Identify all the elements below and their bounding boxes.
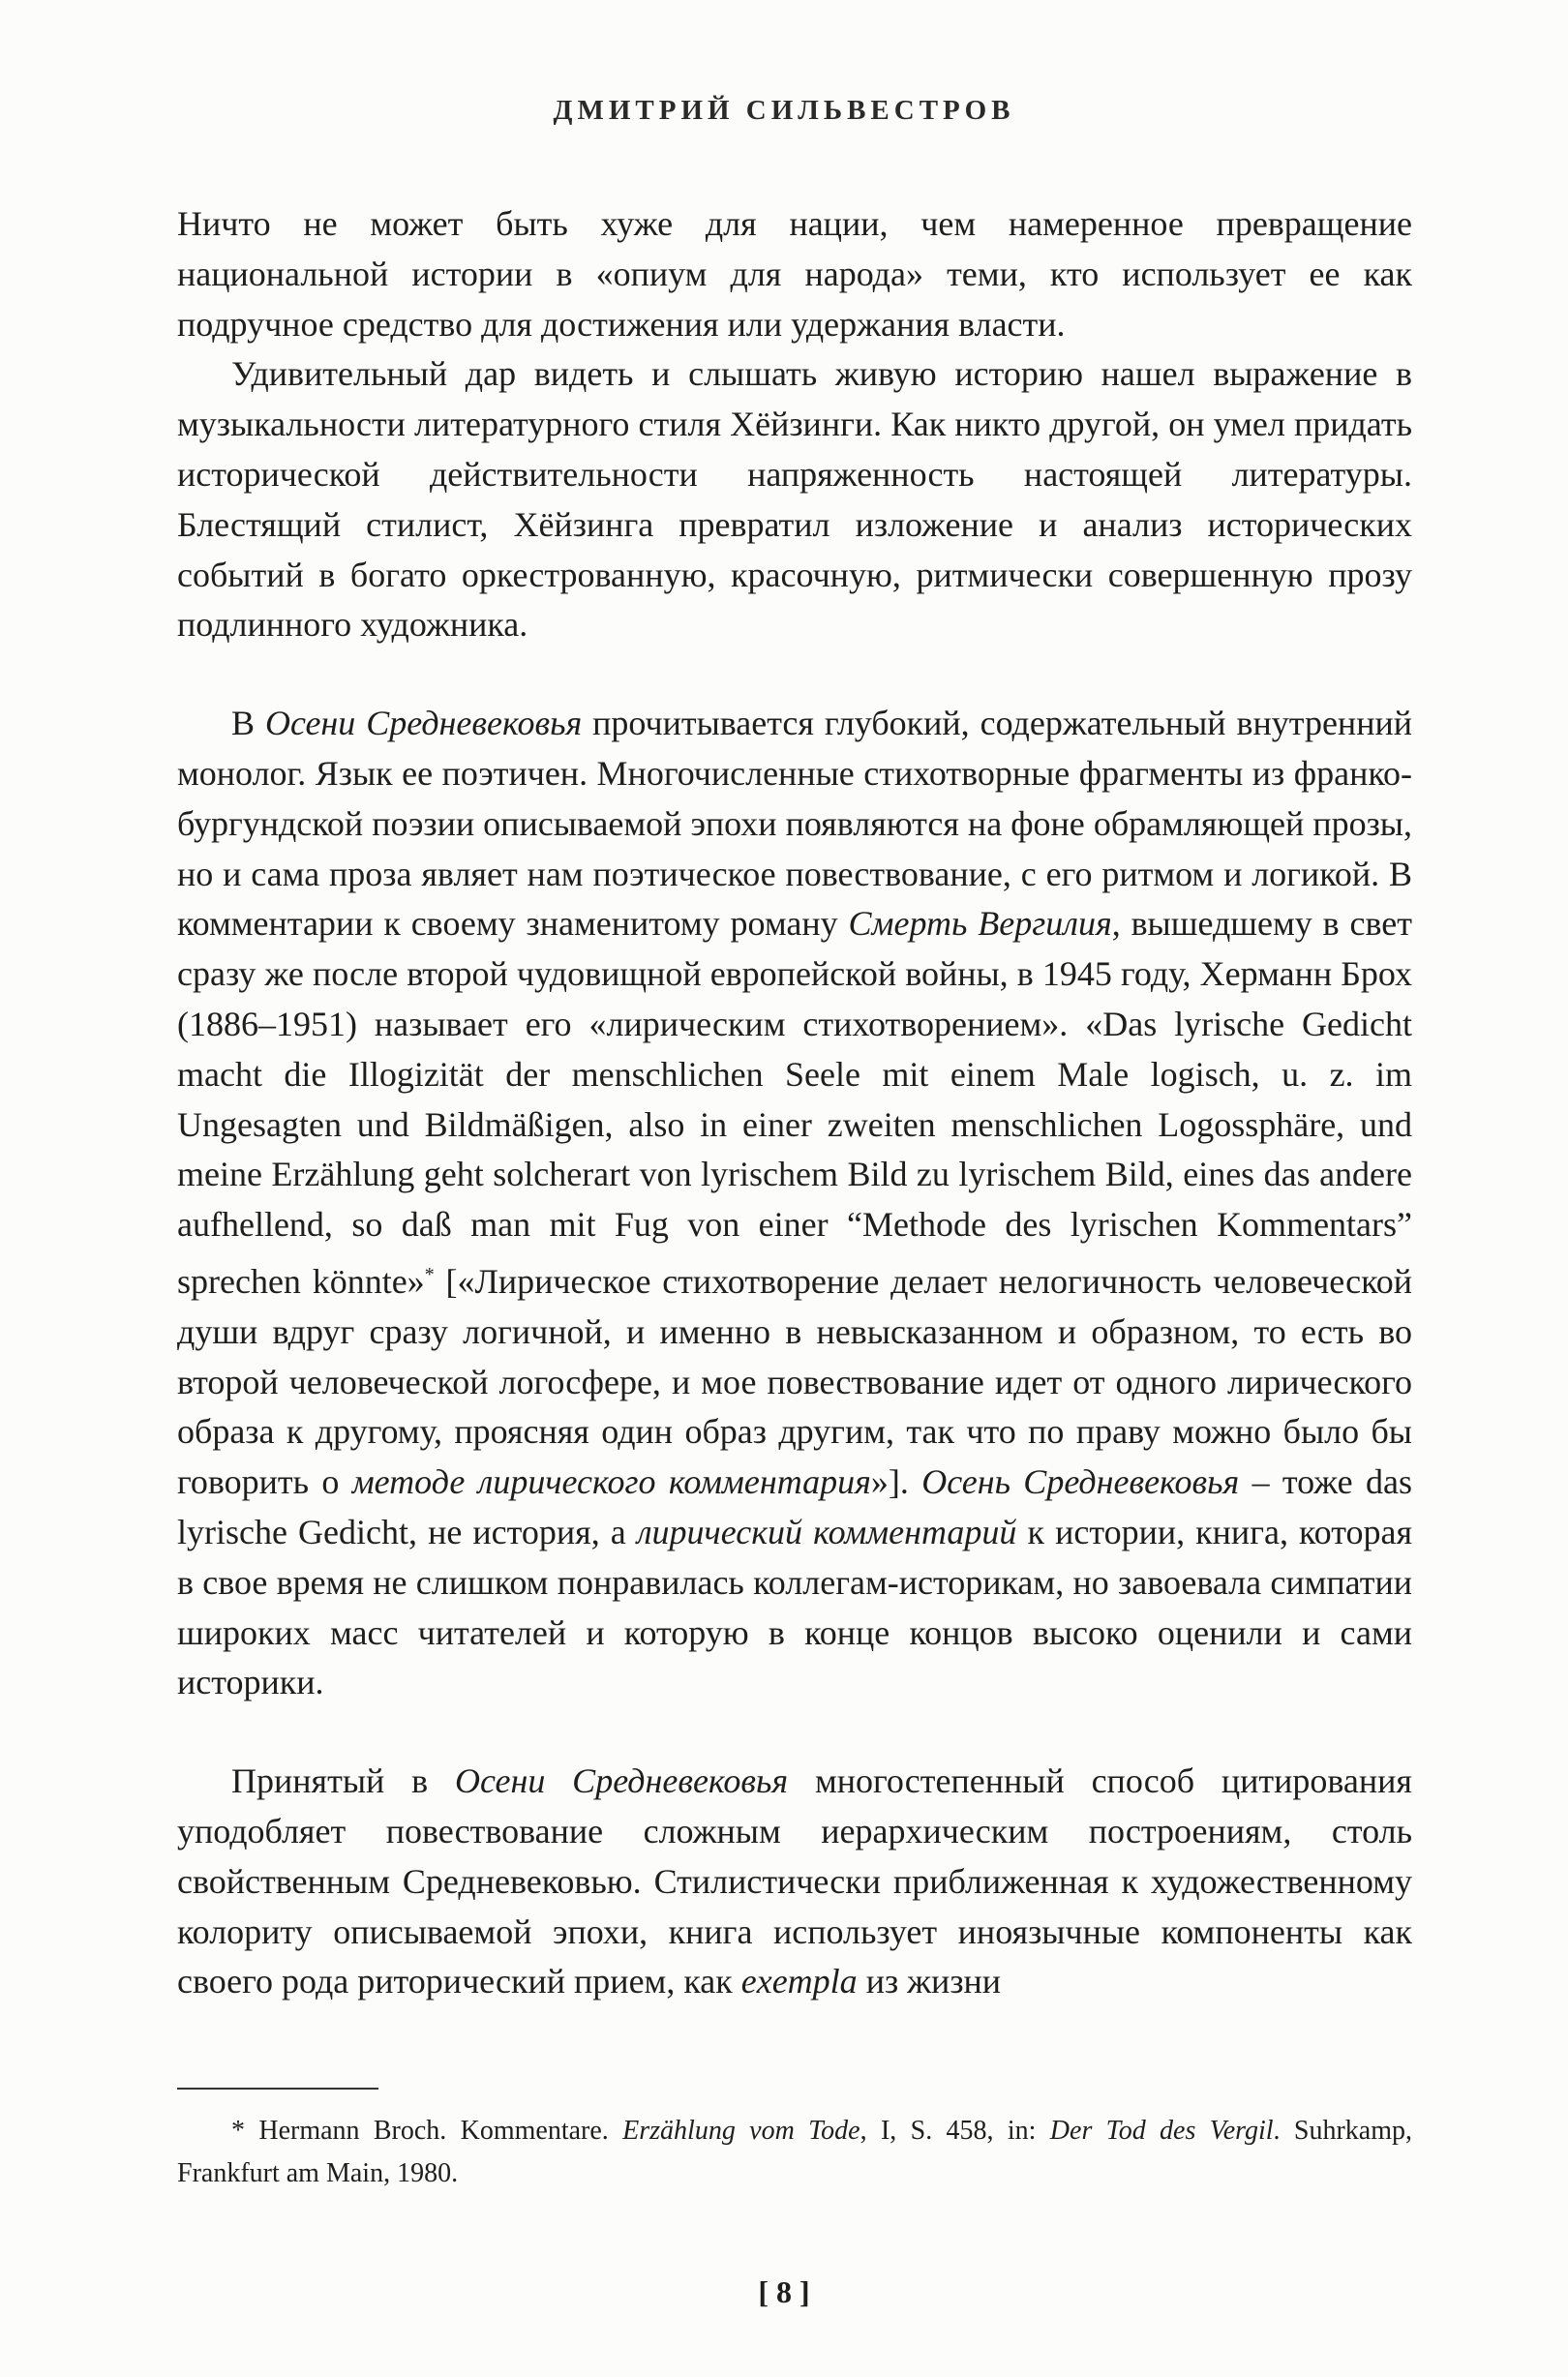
paragraph-4 [177, 1757, 1412, 2007]
italic-title: Осени Средневековья [264, 704, 583, 743]
text-span: к истории, книга, которая в свое время не слишком понравилась коллегам-историкам, но завоевала симпатии широких масс читателей и которую в конце концов высоко оценили и сами историки. [177, 1512, 1413, 1702]
italic-title: Смерть Вергилия [848, 904, 1112, 944]
footnote-text [177, 2110, 1412, 2195]
footnote-divider [177, 2088, 378, 2090]
text-span: В [231, 704, 265, 743]
footnote-marker: * [424, 1263, 435, 1285]
text-span: Принятый в [231, 1761, 455, 1801]
text-span: Hermann Broch. Kommentare. [245, 2116, 623, 2146]
paragraph-1: Ничто не может быть хуже для нации, чем намеренное превращение национальной истории в «опиум для народа» теми, кто использует ее как подручное средство для достижения или удержания власти. [177, 204, 1412, 344]
italic-term: exempla [740, 1962, 858, 2001]
page-number: [ 8 ] [758, 2274, 810, 2309]
paragraph-3 [177, 699, 1412, 1708]
body-text [177, 199, 1412, 2007]
text-span: – тоже das lyrische Gedicht, не история, а [177, 1462, 1412, 1551]
italic-title: Осени Средневековья [454, 1761, 789, 1801]
text-span: . Suhrkamp, Frankfurt am Main, 1980. [177, 2116, 1412, 2188]
text-span: из жизни [857, 1962, 1002, 2001]
italic-phrase: лирический комментарий [636, 1512, 1017, 1551]
text-span: , вышедшему в свет сразу же после второй чудовищной европейской войны, в 1945 году, Херманн Брох (1886–1951) называет его «лирическим стихотворением». «Das lyrische Gedicht macht die Illogizität der menschlichen Seele mit einem Male logisch, u. z. im Ungesagten und Bildmäßigen, also in einer zweiten menschlichen Logossphäre, und meine Erzählung geht solcherart von lyrischem Bild zu lyrischem Bild, eines das andere aufhellend, so daß man mit Fug von einer “Methode des lyrischen Kommentars” sprechen könnte» [177, 904, 1412, 1301]
text-span: [«Лирическое стихотворение делает нелогичность человеческой души вдруг сразу логичной, и именно в невысказанном и образном, то есть во второй человеческой логосфере, и мое повествование идет от одного лирического образа к другому, проясняя один образ другим, так что по праву можно было бы говорить о [177, 1261, 1412, 1502]
footnote [177, 2110, 1412, 2195]
footnote-mark: * [231, 2116, 245, 2146]
running-header: ДМИТРИЙ СИЛЬВЕСТРОВ [553, 95, 1015, 126]
text-span: прочитывается глубокий, содержательный внутренний монолог. Язык ее поэтичен. Многочисленные стихотворные фрагменты из франко-бургундской поэзии описываемой эпохи появляются на фоне обрамляющей прозы, но и сама проза являет нам поэтическое повествование, с его ритмом и логикой. В комментарии к своему знаменитому роману [177, 704, 1412, 944]
italic-phrase: методе лирического комментария [351, 1462, 871, 1502]
paragraph-2: Удивительный дар видеть и слышать живую историю нашел выражение в музыкальности литературного стиля Хёйзинги. Как никто другой, он умел придать исторической действительности напряженность настоящей литературы. Блестящий стилист, Хёйзинга превратил изложение и анализ исторических событий в богато оркестрованную, красочную, ритмически совершенную прозу подлинного художника. [177, 354, 1412, 645]
italic-title: Erzählung vom Tode [622, 2116, 860, 2146]
text-span: многостепенный способ цитирования уподобляет повествование сложным иерархическим построениям, столь свойственным Средневековью. Стилистически приближенная к художественному колориту описываемой эпохи, книга использует иноязычные компоненты как своего рода риторический прием, как [177, 1761, 1412, 2001]
text-span: »]. [870, 1462, 922, 1502]
italic-title: Осень Средневековья [921, 1462, 1240, 1502]
italic-title: Der Tod des Vergil [1049, 2116, 1274, 2146]
text-span: , I, S. 458, in: [859, 2116, 1050, 2146]
